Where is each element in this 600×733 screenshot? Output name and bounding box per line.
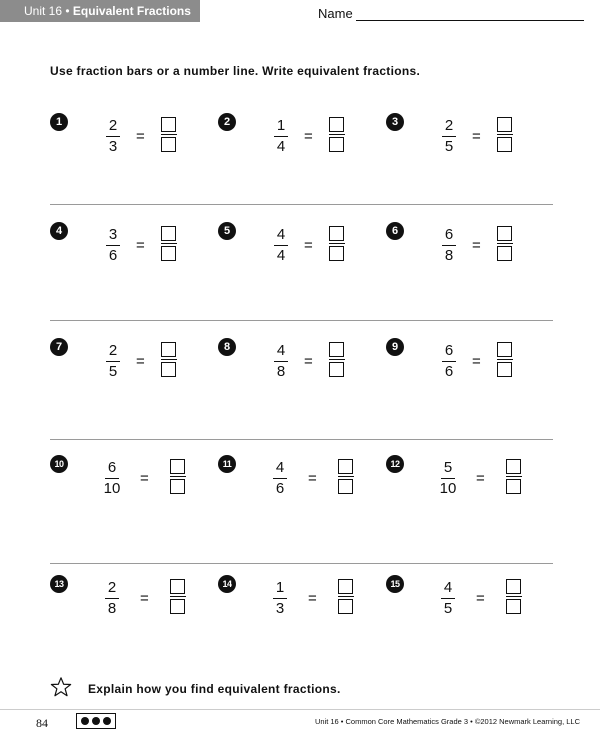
numerator: 1	[275, 579, 285, 596]
equals-sign: =	[140, 590, 149, 607]
answer-denominator-box[interactable]	[338, 599, 353, 614]
denominator: 8	[444, 247, 454, 264]
equals-sign: =	[304, 353, 313, 370]
numerator: 2	[107, 579, 117, 596]
answer-denominator-box[interactable]	[329, 362, 344, 377]
answer-fraction	[329, 226, 345, 261]
given-fraction	[268, 459, 292, 498]
denominator: 4	[276, 247, 286, 264]
numerator: 2	[444, 117, 454, 134]
answer-fraction	[506, 579, 522, 614]
denominator: 8	[276, 363, 286, 380]
problem-number-badge: 6	[386, 222, 404, 240]
denominator: 10	[103, 480, 121, 497]
answer-fraction-bar	[497, 359, 513, 360]
given-fraction	[437, 226, 461, 265]
denominator: 4	[276, 138, 286, 155]
answer-fraction-bar	[329, 359, 345, 360]
problem-13	[50, 575, 210, 635]
answer-denominator-box[interactable]	[506, 599, 521, 614]
answer-numerator-box[interactable]	[161, 226, 176, 241]
problem-number-badge: 15	[386, 575, 404, 593]
answer-denominator-box[interactable]	[161, 362, 176, 377]
difficulty-dot	[103, 717, 111, 725]
problem-11	[218, 455, 378, 515]
numerator: 4	[276, 342, 286, 359]
numerator: 2	[108, 342, 118, 359]
equals-sign: =	[136, 237, 145, 254]
row-divider	[50, 320, 553, 321]
given-fraction	[437, 117, 461, 156]
equals-sign: =	[136, 128, 145, 145]
problem-number-badge: 11	[218, 455, 236, 473]
numerator: 6	[444, 342, 454, 359]
answer-fraction-bar	[170, 596, 186, 597]
denominator: 3	[275, 600, 285, 617]
given-fraction	[101, 342, 125, 381]
row-divider	[50, 439, 553, 440]
answer-fraction	[338, 579, 354, 614]
numerator: 6	[107, 459, 117, 476]
equals-sign: =	[472, 237, 481, 254]
denominator: 5	[444, 138, 454, 155]
answer-denominator-box[interactable]	[338, 479, 353, 494]
denominator: 8	[107, 600, 117, 617]
answer-numerator-box[interactable]	[497, 117, 512, 132]
answer-fraction-bar	[161, 359, 177, 360]
answer-fraction	[497, 342, 513, 377]
problem-number-badge: 14	[218, 575, 236, 593]
problem-number-badge: 3	[386, 113, 404, 131]
row-divider	[50, 563, 553, 564]
footer-divider	[0, 709, 600, 710]
fraction-bar	[106, 361, 120, 362]
numerator: 5	[443, 459, 453, 476]
given-fraction	[437, 342, 461, 381]
answer-numerator-box[interactable]	[170, 579, 185, 594]
equals-sign: =	[472, 353, 481, 370]
fraction-bar	[442, 245, 456, 246]
problem-15	[386, 575, 546, 635]
answer-numerator-box[interactable]	[161, 117, 176, 132]
difficulty-dot	[81, 717, 89, 725]
given-fraction	[268, 579, 292, 618]
page-number: 84	[36, 716, 48, 730]
fraction-bar	[442, 136, 456, 137]
answer-denominator-box[interactable]	[161, 246, 176, 261]
equals-sign: =	[136, 353, 145, 370]
problem-9	[386, 338, 546, 398]
answer-numerator-box[interactable]	[338, 459, 353, 474]
answer-denominator-box[interactable]	[497, 362, 512, 377]
problem-number-badge: 8	[218, 338, 236, 356]
star-icon	[50, 676, 72, 698]
difficulty-indicator	[76, 713, 116, 729]
given-fraction	[100, 579, 124, 618]
given-fraction	[101, 226, 125, 265]
answer-fraction	[338, 459, 354, 494]
explain-prompt: Explain how you find equivalent fractions.	[88, 682, 341, 696]
given-fraction	[436, 579, 460, 618]
answer-fraction	[161, 117, 177, 152]
answer-numerator-box[interactable]	[329, 342, 344, 357]
answer-numerator-box[interactable]	[170, 459, 185, 474]
fraction-bar	[274, 245, 288, 246]
problem-7	[50, 338, 210, 398]
fraction-bar	[442, 361, 456, 362]
fraction-bar	[274, 361, 288, 362]
answer-fraction-bar	[329, 134, 345, 135]
problem-14	[218, 575, 378, 635]
answer-numerator-box[interactable]	[497, 226, 512, 241]
answer-fraction-bar	[329, 243, 345, 244]
problem-number-badge: 10	[50, 455, 68, 473]
answer-fraction	[506, 459, 522, 494]
answer-denominator-box[interactable]	[497, 246, 512, 261]
denominator: 10	[439, 480, 457, 497]
unit-label: Unit 16	[24, 4, 63, 18]
fraction-bar	[105, 598, 119, 599]
problem-number-badge: 13	[50, 575, 68, 593]
problem-number-badge: 7	[50, 338, 68, 356]
answer-numerator-box[interactable]	[329, 226, 344, 241]
answer-fraction-bar	[161, 243, 177, 244]
fraction-bar	[273, 598, 287, 599]
equals-sign: =	[308, 470, 317, 487]
answer-fraction	[161, 342, 177, 377]
fraction-bar	[105, 478, 119, 479]
answer-fraction-bar	[506, 596, 522, 597]
given-fraction	[101, 117, 125, 156]
answer-denominator-box[interactable]	[170, 599, 185, 614]
problem-6	[386, 222, 546, 282]
problem-number-badge: 5	[218, 222, 236, 240]
fraction-bar	[106, 136, 120, 137]
equals-sign: =	[304, 237, 313, 254]
numerator: 4	[275, 459, 285, 476]
unit-separator: •	[62, 4, 73, 18]
numerator: 3	[108, 226, 118, 243]
fraction-bar	[441, 478, 455, 479]
answer-denominator-box[interactable]	[329, 246, 344, 261]
answer-denominator-box[interactable]	[161, 137, 176, 152]
difficulty-dot	[92, 717, 100, 725]
answer-numerator-box[interactable]	[506, 579, 521, 594]
answer-denominator-box[interactable]	[329, 137, 344, 152]
answer-fraction	[329, 342, 345, 377]
fraction-bar	[441, 598, 455, 599]
name-label: Name	[318, 6, 353, 21]
numerator: 1	[276, 117, 286, 134]
answer-numerator-box[interactable]	[506, 459, 521, 474]
denominator: 5	[443, 600, 453, 617]
fraction-bar	[273, 478, 287, 479]
answer-fraction-bar	[338, 596, 354, 597]
problem-number-badge: 12	[386, 455, 404, 473]
denominator: 6	[108, 247, 118, 264]
answer-fraction	[497, 226, 513, 261]
answer-denominator-box[interactable]	[497, 137, 512, 152]
denominator: 5	[108, 363, 118, 380]
answer-fraction-bar	[497, 243, 513, 244]
given-fraction	[100, 459, 124, 498]
answer-fraction	[170, 459, 186, 494]
answer-numerator-box[interactable]	[161, 342, 176, 357]
answer-fraction	[329, 117, 345, 152]
equals-sign: =	[472, 128, 481, 145]
numerator: 4	[276, 226, 286, 243]
fraction-bar	[106, 245, 120, 246]
equals-sign: =	[304, 128, 313, 145]
answer-denominator-box[interactable]	[506, 479, 521, 494]
answer-fraction-bar	[506, 476, 522, 477]
answer-fraction	[161, 226, 177, 261]
problem-1	[50, 113, 210, 173]
numerator: 4	[443, 579, 453, 596]
problem-number-badge: 1	[50, 113, 68, 131]
instructions: Use fraction bars or a number line. Write equivalent fractions.	[50, 64, 421, 78]
problem-10	[50, 455, 210, 515]
problem-number-badge: 4	[50, 222, 68, 240]
given-fraction	[436, 459, 460, 498]
given-fraction	[269, 342, 293, 381]
problem-2	[218, 113, 378, 173]
answer-fraction-bar	[170, 476, 186, 477]
answer-fraction-bar	[497, 134, 513, 135]
equals-sign: =	[476, 470, 485, 487]
answer-fraction	[170, 579, 186, 614]
problem-5	[218, 222, 378, 282]
problem-12	[386, 455, 546, 515]
numerator: 6	[444, 226, 454, 243]
denominator: 3	[108, 138, 118, 155]
equals-sign: =	[308, 590, 317, 607]
given-fraction	[269, 226, 293, 265]
answer-numerator-box[interactable]	[338, 579, 353, 594]
problem-8	[218, 338, 378, 398]
denominator: 6	[444, 363, 454, 380]
problem-number-badge: 9	[386, 338, 404, 356]
answer-fraction	[497, 117, 513, 152]
answer-numerator-box[interactable]	[497, 342, 512, 357]
problem-3	[386, 113, 546, 173]
fraction-bar	[274, 136, 288, 137]
answer-fraction-bar	[338, 476, 354, 477]
answer-denominator-box[interactable]	[170, 479, 185, 494]
given-fraction	[269, 117, 293, 156]
denominator: 6	[275, 480, 285, 497]
unit-title: Equivalent Fractions	[72, 4, 191, 18]
equals-sign: =	[476, 590, 485, 607]
footer-credit: Unit 16 • Common Core Mathematics Grade 3 • ©2012 Newmark Learning, LLC	[314, 717, 580, 726]
row-divider	[50, 204, 553, 205]
numerator: 2	[108, 117, 118, 134]
problem-number-badge: 2	[218, 113, 236, 131]
equals-sign: =	[140, 470, 149, 487]
answer-numerator-box[interactable]	[329, 117, 344, 132]
problem-4	[50, 222, 210, 282]
answer-fraction-bar	[161, 134, 177, 135]
